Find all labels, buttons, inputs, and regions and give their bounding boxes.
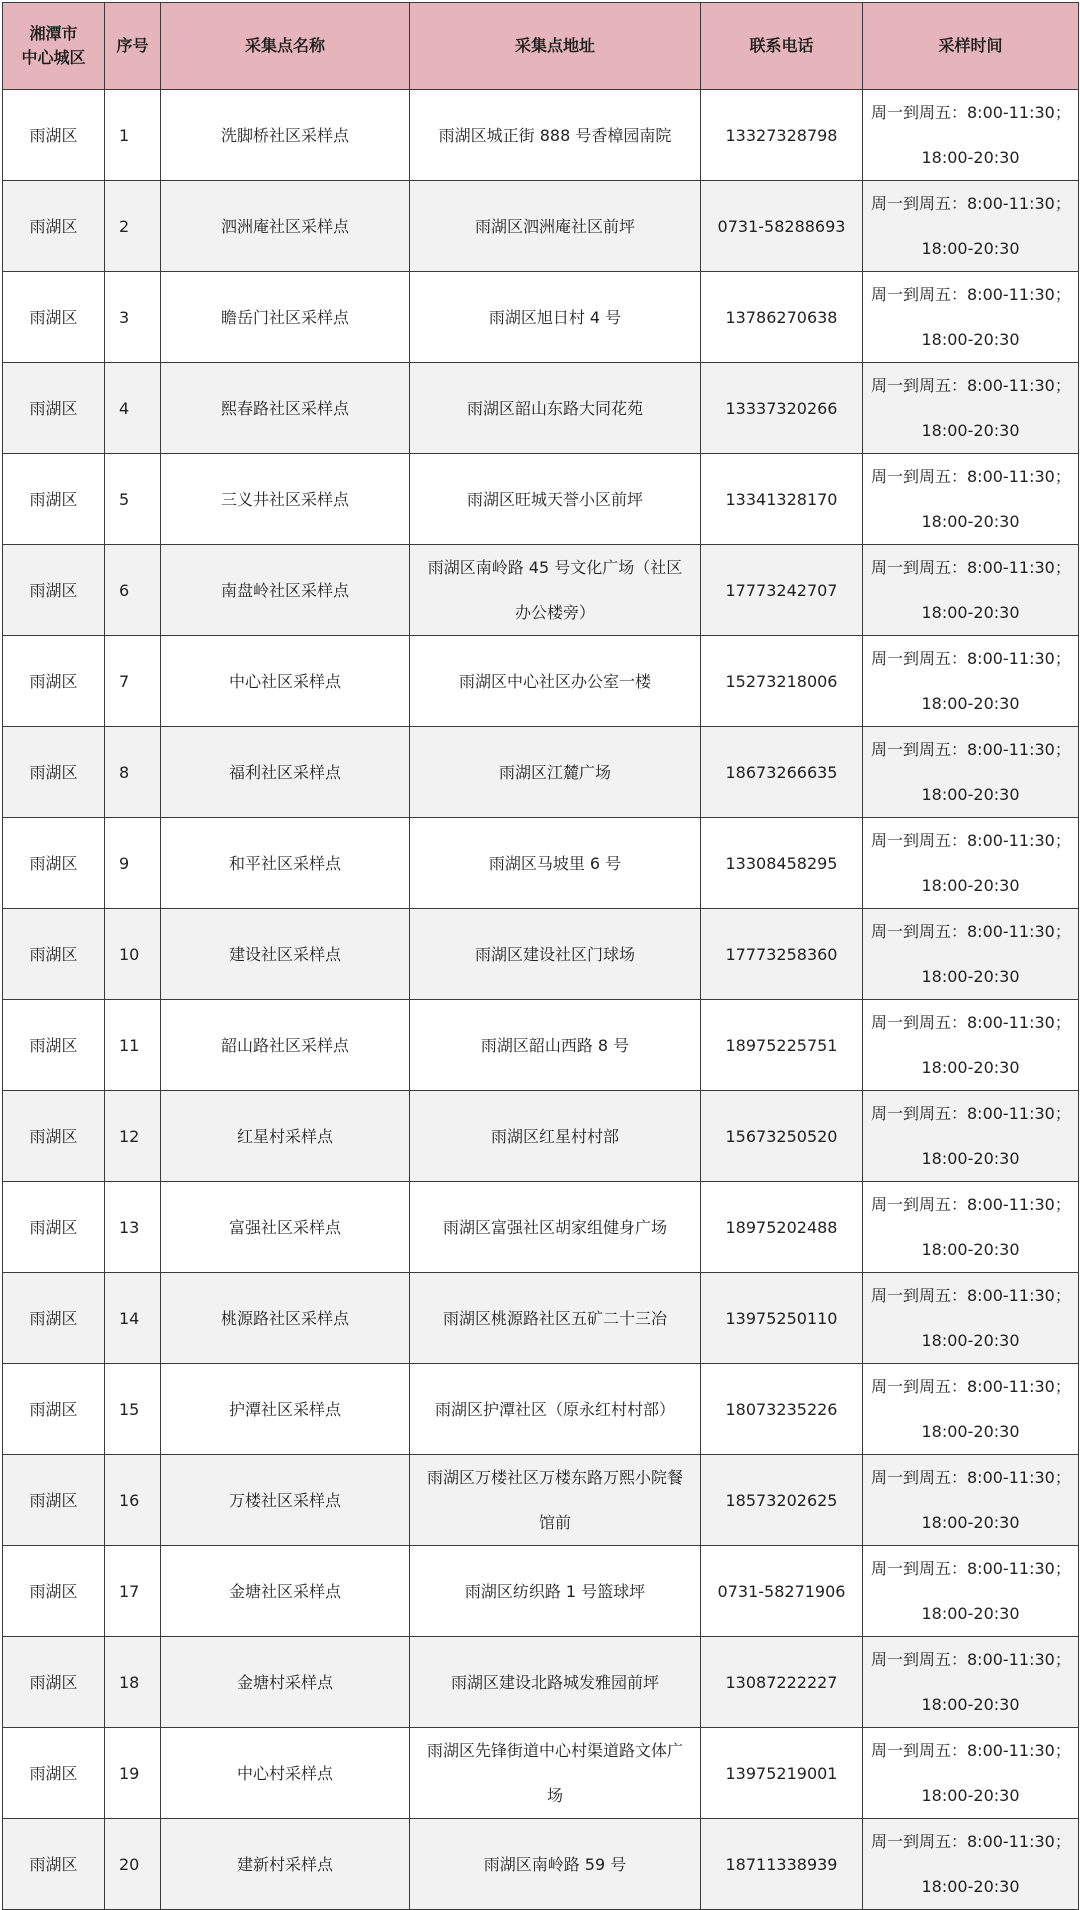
address-line: 雨湖区红星村村部: [490, 1126, 619, 1146]
time-line-evening: 18:00-20:30: [921, 1513, 1020, 1532]
cell-address: [410, 363, 701, 454]
cell-phone: 0731-58271906: [701, 1546, 863, 1637]
table-row: [3, 90, 1079, 181]
table-body: [3, 90, 1079, 1910]
cell-site-name: 熙春路社区采样点: [161, 363, 410, 454]
cell-district: 雨湖区: [3, 1364, 105, 1455]
table-row: [3, 1182, 1079, 1273]
cell-number: 5: [105, 454, 161, 545]
cell-site-name: 建新村采样点: [161, 1819, 410, 1910]
cell-site-name: 建设社区采样点: [161, 909, 410, 1000]
cell-number: 14: [105, 1273, 161, 1364]
cell-site-name: 护潭社区采样点: [161, 1364, 410, 1455]
table-row: [3, 363, 1079, 454]
table-row: [3, 1000, 1079, 1091]
table-row: [3, 636, 1079, 727]
cell-phone: 13975219001: [701, 1728, 863, 1819]
cell-number: 1: [105, 90, 161, 181]
cell-address: [410, 1728, 701, 1819]
cell-number: 9: [105, 818, 161, 909]
cell-site-name: 韶山路社区采样点: [161, 1000, 410, 1091]
time-line-evening: 18:00-20:30: [921, 785, 1020, 804]
time-line-weekday: 周一到周五：8:00-11:30；: [871, 467, 1071, 486]
cell-district: 雨湖区: [3, 1182, 105, 1273]
address-line: 雨湖区韶山西路 8 号: [480, 1035, 630, 1055]
cell-sampling-time: [863, 545, 1079, 636]
cell-number: 13: [105, 1182, 161, 1273]
time-line-evening: 18:00-20:30: [921, 421, 1020, 440]
time-line-evening: 18:00-20:30: [921, 148, 1020, 167]
header-district: [3, 3, 105, 90]
cell-number: 3: [105, 272, 161, 363]
cell-address: [410, 1455, 701, 1546]
table-row: [3, 1728, 1079, 1819]
cell-number: 20: [105, 1819, 161, 1910]
header-district-line1: 湘潭市: [29, 24, 78, 43]
time-line-weekday: 周一到周五：8:00-11:30；: [871, 1013, 1071, 1032]
cell-site-name: 桃源路社区采样点: [161, 1273, 410, 1364]
cell-district: 雨湖区: [3, 818, 105, 909]
header-no: 序号: [105, 3, 161, 90]
header-time: 采样时间: [863, 3, 1079, 90]
cell-sampling-time: [863, 1455, 1079, 1546]
address-line: 雨湖区纺织路 1 号篮球坪: [464, 1581, 646, 1601]
time-line-evening: 18:00-20:30: [921, 1604, 1020, 1623]
cell-phone: 18673266635: [701, 727, 863, 818]
header-address: 采集点地址: [410, 3, 701, 90]
cell-district: 雨湖区: [3, 727, 105, 818]
time-line-weekday: 周一到周五：8:00-11:30；: [871, 1286, 1071, 1305]
cell-site-name: 和平社区采样点: [161, 818, 410, 909]
table-row: [3, 1364, 1079, 1455]
cell-sampling-time: [863, 90, 1079, 181]
cell-address: [410, 90, 701, 181]
cell-phone: 13975250110: [701, 1273, 863, 1364]
cell-address: [410, 1091, 701, 1182]
cell-district: 雨湖区: [3, 181, 105, 272]
table-row: [3, 909, 1079, 1000]
table-row: [3, 818, 1079, 909]
cell-number: 12: [105, 1091, 161, 1182]
table-row: [3, 181, 1079, 272]
cell-site-name: 泗洲庵社区采样点: [161, 181, 410, 272]
cell-district: 雨湖区: [3, 1728, 105, 1819]
cell-sampling-time: [863, 1819, 1079, 1910]
cell-site-name: 金塘村采样点: [161, 1637, 410, 1728]
address-line: 雨湖区建设北路城发雅园前坪: [450, 1672, 659, 1692]
cell-district: 雨湖区: [3, 90, 105, 181]
header-district-line2: 中心城区: [21, 48, 86, 67]
cell-phone: 13087222227: [701, 1637, 863, 1728]
time-line-weekday: 周一到周五：8:00-11:30；: [871, 558, 1071, 577]
cell-number: 18: [105, 1637, 161, 1728]
table-row: [3, 454, 1079, 545]
cell-address: [410, 181, 701, 272]
cell-number: 7: [105, 636, 161, 727]
cell-district: 雨湖区: [3, 1546, 105, 1637]
time-line-weekday: 周一到周五：8:00-11:30；: [871, 922, 1071, 941]
header-name: 采集点名称: [161, 3, 410, 90]
cell-address: [410, 454, 701, 545]
cell-district: 雨湖区: [3, 1455, 105, 1546]
address-line: 雨湖区南岭路 45 号文化广场（社区: [427, 558, 683, 577]
time-line-weekday: 周一到周五：8:00-11:30；: [871, 1468, 1071, 1487]
table-row: [3, 545, 1079, 636]
cell-sampling-time: [863, 909, 1079, 1000]
address-line: 雨湖区南岭路 59 号: [483, 1854, 627, 1874]
cell-phone: 0731-58288693: [701, 181, 863, 272]
cell-address: [410, 1364, 701, 1455]
cell-site-name: 洗脚桥社区采样点: [161, 90, 410, 181]
cell-sampling-time: [863, 1000, 1079, 1091]
cell-phone: 13786270638: [701, 272, 863, 363]
time-line-evening: 18:00-20:30: [921, 1877, 1020, 1896]
cell-sampling-time: [863, 181, 1079, 272]
table-row: [3, 1273, 1079, 1364]
cell-site-name: 福利社区采样点: [161, 727, 410, 818]
cell-address: [410, 818, 701, 909]
cell-address: [410, 272, 701, 363]
cell-sampling-time: [863, 818, 1079, 909]
cell-district: 雨湖区: [3, 1819, 105, 1910]
cell-phone: 18975225751: [701, 1000, 863, 1091]
cell-phone: 18975202488: [701, 1182, 863, 1273]
cell-sampling-time: [863, 1728, 1079, 1819]
cell-site-name: 南盘岭社区采样点: [161, 545, 410, 636]
cell-district: 雨湖区: [3, 545, 105, 636]
time-line-evening: 18:00-20:30: [921, 512, 1020, 531]
cell-number: 10: [105, 909, 161, 1000]
time-line-weekday: 周一到周五：8:00-11:30；: [871, 649, 1071, 668]
table-row: [3, 1637, 1079, 1728]
time-line-evening: 18:00-20:30: [921, 239, 1020, 258]
cell-sampling-time: [863, 1546, 1079, 1637]
table-row: [3, 1546, 1079, 1637]
time-line-evening: 18:00-20:30: [921, 1422, 1020, 1441]
time-line-evening: 18:00-20:30: [921, 330, 1020, 349]
time-line-evening: 18:00-20:30: [921, 694, 1020, 713]
cell-phone: 18711338939: [701, 1819, 863, 1910]
table-row: [3, 1819, 1079, 1910]
cell-phone: 13341328170: [701, 454, 863, 545]
cell-sampling-time: [863, 454, 1079, 545]
time-line-evening: 18:00-20:30: [921, 1695, 1020, 1714]
cell-number: 8: [105, 727, 161, 818]
time-line-weekday: 周一到周五：8:00-11:30；: [871, 103, 1071, 122]
table-row: [3, 1455, 1079, 1546]
cell-phone: 18073235226: [701, 1364, 863, 1455]
cell-site-name: 中心村采样点: [161, 1728, 410, 1819]
time-line-weekday: 周一到周五：8:00-11:30；: [871, 194, 1071, 213]
table-row: [3, 272, 1079, 363]
cell-address: [410, 1000, 701, 1091]
cell-address: [410, 1273, 701, 1364]
cell-district: 雨湖区: [3, 1000, 105, 1091]
address-line: 雨湖区韶山东路大同花苑: [466, 398, 643, 418]
cell-district: 雨湖区: [3, 1637, 105, 1728]
cell-phone: 13337320266: [701, 363, 863, 454]
cell-address: [410, 1637, 701, 1728]
time-line-weekday: 周一到周五：8:00-11:30；: [871, 1559, 1071, 1578]
cell-sampling-time: [863, 1091, 1079, 1182]
cell-address: [410, 636, 701, 727]
address-line: 雨湖区旭日村 4 号: [488, 307, 622, 327]
time-line-evening: 18:00-20:30: [921, 876, 1020, 895]
time-line-weekday: 周一到周五：8:00-11:30；: [871, 740, 1071, 759]
cell-number: 2: [105, 181, 161, 272]
cell-address: [410, 727, 701, 818]
cell-phone: 17773258360: [701, 909, 863, 1000]
cell-address: [410, 545, 701, 636]
address-line: 雨湖区江麓广场: [498, 762, 611, 782]
cell-phone: 13327328798: [701, 90, 863, 181]
cell-district: 雨湖区: [3, 909, 105, 1000]
cell-sampling-time: [863, 1637, 1079, 1728]
time-line-weekday: 周一到周五：8:00-11:30；: [871, 831, 1071, 850]
cell-site-name: 金塘社区采样点: [161, 1546, 410, 1637]
sampling-sites-table: [2, 2, 1079, 1910]
time-line-weekday: 周一到周五：8:00-11:30；: [871, 285, 1071, 304]
cell-phone: 15673250520: [701, 1091, 863, 1182]
address-line: 场: [546, 1786, 563, 1805]
cell-site-name: 瞻岳门社区采样点: [161, 272, 410, 363]
cell-phone: 18573202625: [701, 1455, 863, 1546]
time-line-evening: 18:00-20:30: [921, 603, 1020, 622]
time-line-evening: 18:00-20:30: [921, 1331, 1020, 1350]
address-line: 雨湖区旺城天誉小区前坪: [466, 489, 643, 509]
cell-phone: 15273218006: [701, 636, 863, 727]
cell-district: 雨湖区: [3, 1273, 105, 1364]
time-line-weekday: 周一到周五：8:00-11:30；: [871, 376, 1071, 395]
time-line-evening: 18:00-20:30: [921, 967, 1020, 986]
address-line: 办公楼旁）: [514, 603, 595, 622]
cell-sampling-time: [863, 1364, 1079, 1455]
cell-sampling-time: [863, 1182, 1079, 1273]
time-line-weekday: 周一到周五：8:00-11:30；: [871, 1104, 1071, 1123]
cell-number: 15: [105, 1364, 161, 1455]
cell-phone: 17773242707: [701, 545, 863, 636]
table-row: [3, 1091, 1079, 1182]
address-line: 雨湖区先锋街道中心村渠道路文体广: [426, 1741, 683, 1760]
cell-site-name: 中心社区采样点: [161, 636, 410, 727]
address-line: 雨湖区富强社区胡家组健身广场: [442, 1217, 667, 1237]
cell-address: [410, 1819, 701, 1910]
time-line-weekday: 周一到周五：8:00-11:30；: [871, 1650, 1071, 1669]
address-line: 雨湖区万楼社区万楼东路万熙小院餐: [426, 1468, 683, 1487]
cell-number: 4: [105, 363, 161, 454]
table-row: [3, 727, 1079, 818]
time-line-weekday: 周一到周五：8:00-11:30；: [871, 1195, 1071, 1214]
cell-site-name: 红星村采样点: [161, 1091, 410, 1182]
address-line: 雨湖区护潭社区（原永红村村部）: [434, 1399, 675, 1419]
time-line-weekday: 周一到周五：8:00-11:30；: [871, 1377, 1071, 1396]
time-line-evening: 18:00-20:30: [921, 1058, 1020, 1077]
cell-number: 17: [105, 1546, 161, 1637]
header-row: [3, 3, 1079, 90]
cell-sampling-time: [863, 272, 1079, 363]
cell-site-name: 富强社区采样点: [161, 1182, 410, 1273]
cell-district: 雨湖区: [3, 272, 105, 363]
cell-district: 雨湖区: [3, 1091, 105, 1182]
cell-sampling-time: [863, 363, 1079, 454]
cell-district: 雨湖区: [3, 636, 105, 727]
time-line-weekday: 周一到周五：8:00-11:30；: [871, 1832, 1071, 1851]
table-header: [3, 3, 1079, 90]
address-line: 雨湖区马坡里 6 号: [488, 853, 622, 873]
time-line-evening: 18:00-20:30: [921, 1240, 1020, 1259]
cell-phone: 13308458295: [701, 818, 863, 909]
cell-sampling-time: [863, 636, 1079, 727]
cell-number: 6: [105, 545, 161, 636]
address-line: 雨湖区泗洲庵社区前坪: [474, 216, 635, 236]
cell-address: [410, 1546, 701, 1637]
cell-number: 19: [105, 1728, 161, 1819]
cell-sampling-time: [863, 727, 1079, 818]
cell-sampling-time: [863, 1273, 1079, 1364]
address-line: 雨湖区城正街 888 号香樟园南院: [438, 125, 672, 145]
cell-address: [410, 909, 701, 1000]
cell-number: 11: [105, 1000, 161, 1091]
cell-district: 雨湖区: [3, 363, 105, 454]
time-line-weekday: 周一到周五：8:00-11:30；: [871, 1741, 1071, 1760]
cell-number: 16: [105, 1455, 161, 1546]
cell-district: 雨湖区: [3, 454, 105, 545]
address-line: 雨湖区建设社区门球场: [474, 944, 635, 964]
time-line-evening: 18:00-20:30: [921, 1149, 1020, 1168]
time-line-evening: 18:00-20:30: [921, 1786, 1020, 1805]
cell-site-name: 万楼社区采样点: [161, 1455, 410, 1546]
header-phone: 联系电话: [701, 3, 863, 90]
cell-site-name: 三义井社区采样点: [161, 454, 410, 545]
address-line: 雨湖区中心社区办公室一楼: [458, 671, 651, 691]
address-line: 雨湖区桃源路社区五矿二十三冶: [442, 1308, 667, 1328]
address-line: 馆前: [538, 1513, 571, 1532]
cell-address: [410, 1182, 701, 1273]
